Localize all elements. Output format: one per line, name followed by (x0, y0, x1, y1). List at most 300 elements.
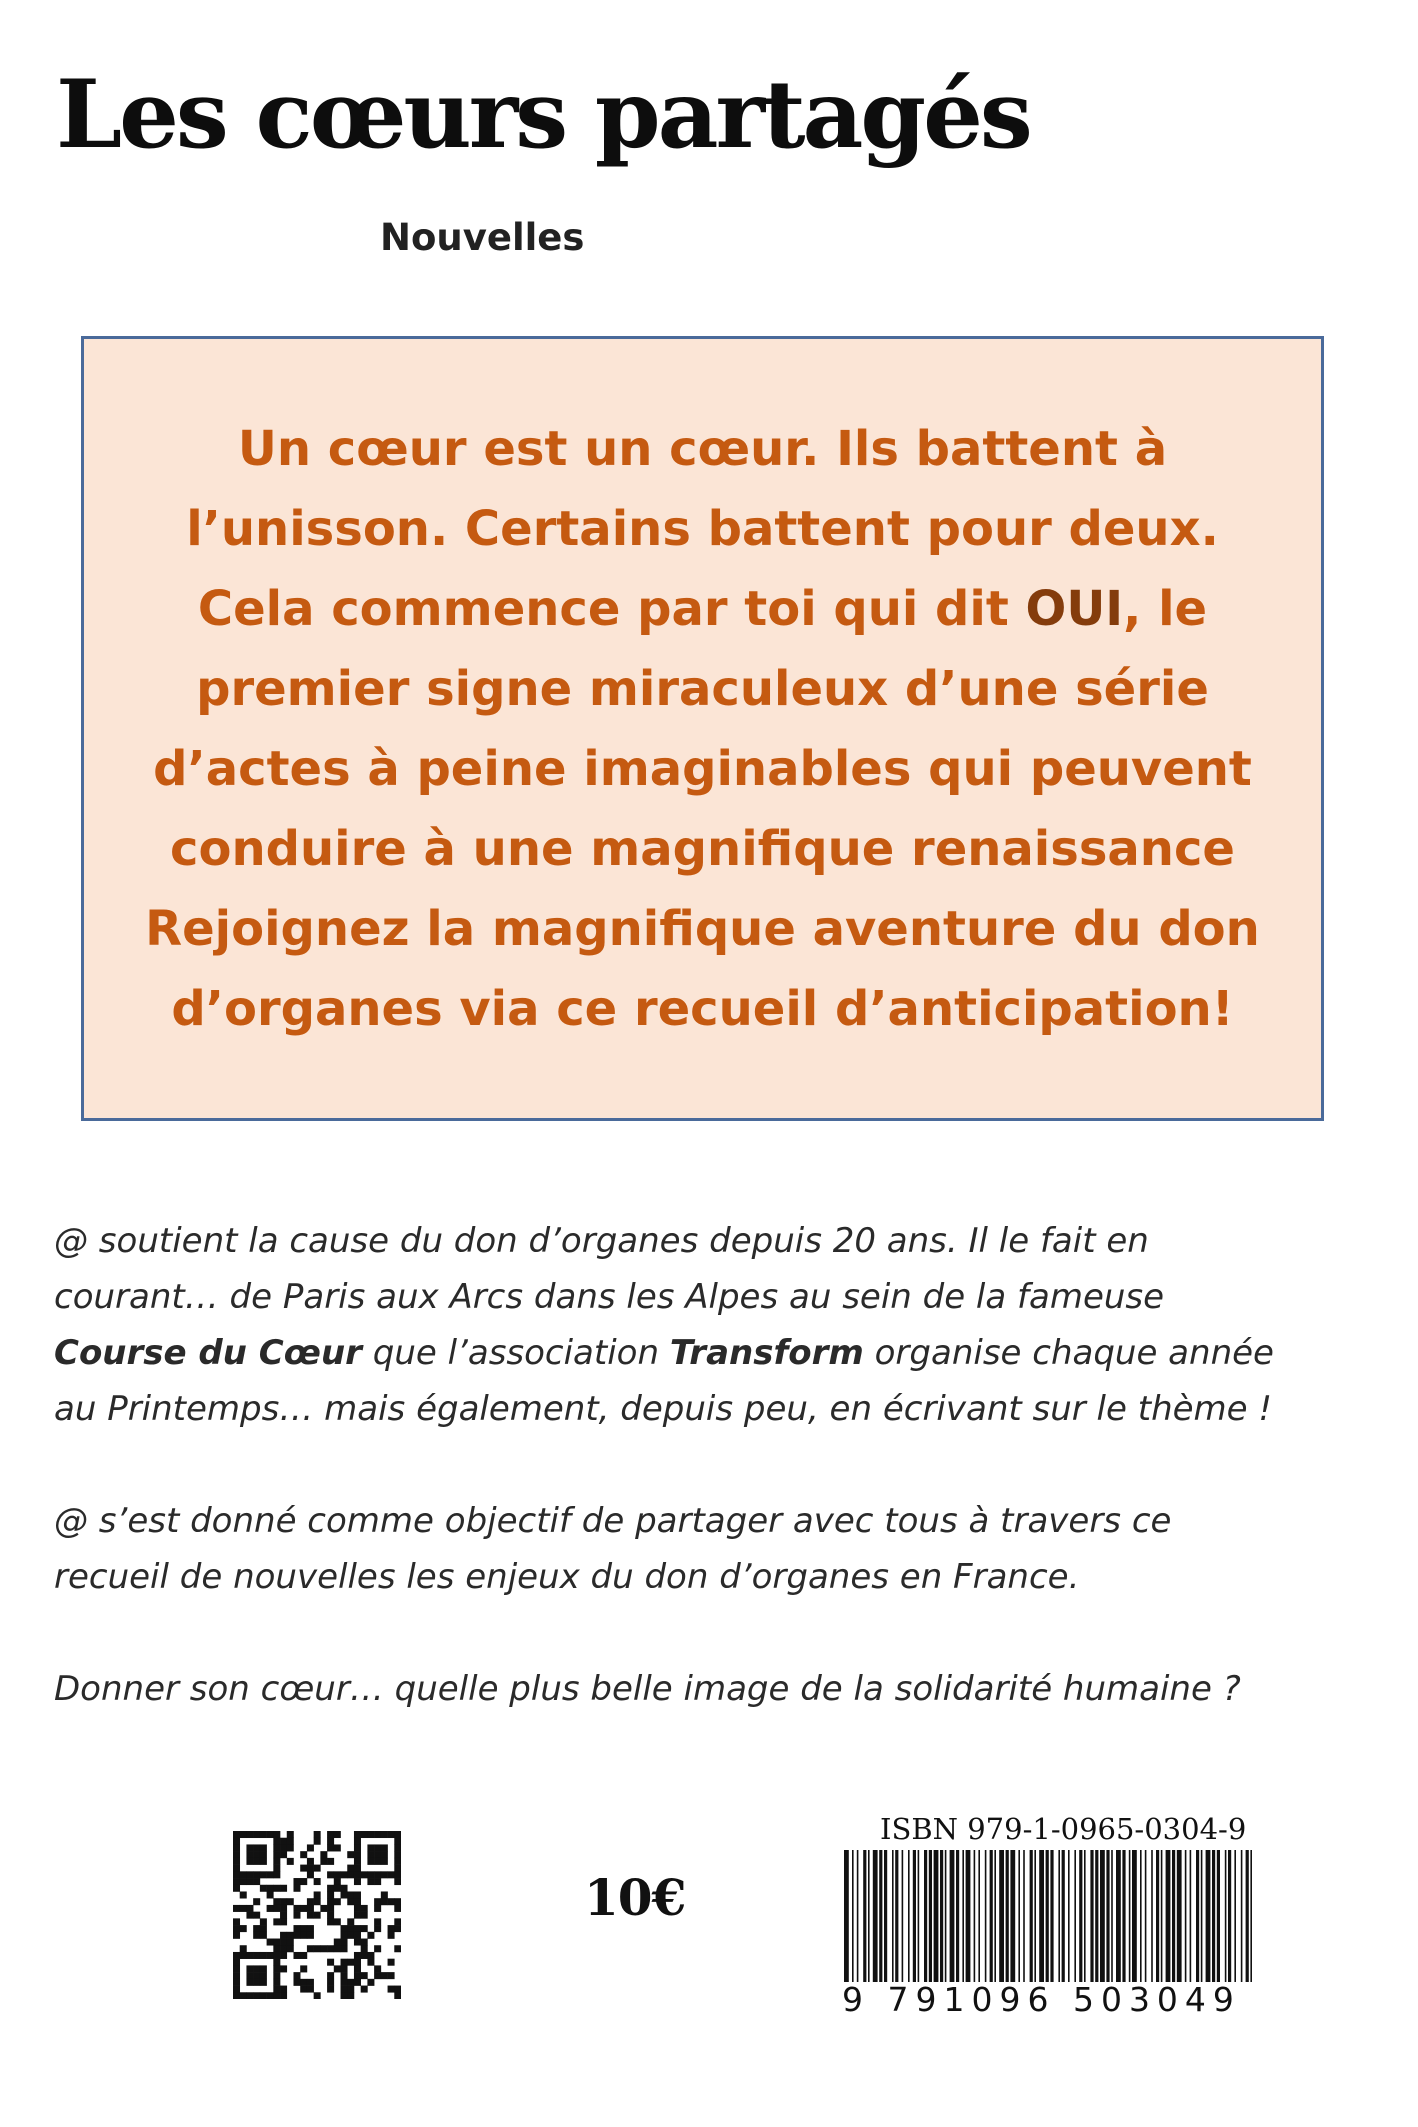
qr-module (280, 1844, 287, 1851)
qr-module (354, 1972, 361, 1979)
qr-module (394, 1905, 401, 1912)
barcode-bar (934, 1850, 939, 1982)
quote-line: conduire à une magnifique renaissance (170, 820, 1235, 877)
barcode-bar (863, 1850, 866, 1982)
qr-module (374, 1905, 381, 1912)
qr-module (246, 1972, 253, 1979)
qr-module (314, 1992, 321, 1999)
qr-module (280, 1945, 287, 1952)
qr-module (293, 1932, 300, 1939)
qr-module (240, 1952, 247, 1959)
qr-module (367, 1858, 374, 1865)
barcode-bar (868, 1850, 870, 1982)
qr-module (253, 1932, 260, 1939)
barcode-bar (844, 1850, 849, 1982)
barcode-bar (1172, 1850, 1175, 1982)
qr-module (233, 1858, 240, 1865)
qr-module (307, 1945, 314, 1952)
qr-module (327, 1858, 334, 1865)
qr-module (233, 1878, 240, 1885)
qr-module (361, 1871, 368, 1878)
qr-code-icon[interactable] (233, 1831, 401, 1999)
qr-module (253, 1878, 260, 1885)
qr-module (354, 1851, 361, 1858)
qr-module (334, 1945, 341, 1952)
qr-module (347, 1959, 354, 1966)
qr-module (381, 1898, 388, 1905)
qr-module (354, 1844, 361, 1851)
qr-module (273, 1865, 280, 1872)
qr-module (347, 1891, 354, 1898)
qr-module (394, 1844, 401, 1851)
qr-module (273, 1844, 280, 1851)
qr-module (388, 1871, 395, 1878)
barcode-bar (1106, 1850, 1109, 1982)
qr-module (273, 1952, 280, 1959)
qr-module (374, 1965, 381, 1972)
qr-module (367, 1878, 374, 1885)
barcode-bar (966, 1850, 971, 1982)
qr-module (307, 1925, 314, 1932)
qr-module (307, 1844, 314, 1851)
oui-emphasis: OUI (1025, 580, 1124, 637)
barcode-bar (974, 1850, 976, 1982)
barcode-bar (1084, 1850, 1086, 1982)
qr-module (361, 1972, 368, 1979)
qr-module (327, 1831, 334, 1838)
qr-module (233, 1918, 240, 1925)
qr-module (267, 1885, 274, 1892)
qr-module (347, 1918, 354, 1925)
qr-module (327, 1838, 334, 1845)
qr-module (341, 1885, 348, 1892)
qr-module (293, 1885, 300, 1892)
qr-module (347, 1986, 354, 1993)
qr-module (367, 1831, 374, 1838)
qr-module (240, 1905, 247, 1912)
qr-module (233, 1986, 240, 1993)
qr-module (287, 1838, 294, 1845)
isbn-label: ISBN 979-1-0965-0304-9 (880, 1812, 1247, 1846)
qr-module (347, 1925, 354, 1932)
qr-module (233, 1925, 240, 1932)
qr-module (347, 1871, 354, 1878)
qr-module (300, 1965, 307, 1972)
qr-module (314, 1865, 321, 1872)
qr-module (354, 1959, 361, 1966)
qr-module (394, 1831, 401, 1838)
qr-module (341, 1959, 348, 1966)
qr-module (307, 1905, 314, 1912)
qr-module (347, 1979, 354, 1986)
qr-module (388, 1831, 395, 1838)
qr-module (327, 1912, 334, 1919)
qr-module (253, 1844, 260, 1851)
qr-module (293, 1952, 300, 1959)
qr-module (361, 1905, 368, 1912)
qr-module (293, 1925, 300, 1932)
qr-module (341, 1972, 348, 1979)
qr-module (347, 1865, 354, 1872)
qr-module (341, 1925, 348, 1932)
qr-module (233, 1965, 240, 1972)
qr-module (240, 1992, 247, 1999)
barcode-bar (1161, 1850, 1163, 1982)
qr-module (381, 1851, 388, 1858)
qr-module (293, 1972, 300, 1979)
qr-module (246, 1851, 253, 1858)
qr-module (327, 1945, 334, 1952)
qr-module (280, 1965, 287, 1972)
qr-module (246, 1844, 253, 1851)
qr-module (394, 1918, 401, 1925)
qr-module (374, 1898, 381, 1905)
qr-module (314, 1898, 321, 1905)
barcode-bar (990, 1850, 993, 1982)
barcode-bar (1062, 1850, 1065, 1982)
qr-module (280, 1898, 287, 1905)
qr-module (246, 1858, 253, 1865)
qr-module (246, 1912, 253, 1919)
qr-module (394, 1871, 401, 1878)
qr-module (361, 1986, 368, 1993)
paragraph-segment: organise chaque année (863, 1333, 1274, 1373)
qr-module (347, 1932, 354, 1939)
qr-module (246, 1878, 253, 1885)
qr-module (307, 1865, 314, 1872)
qr-module (300, 1851, 307, 1858)
qr-module (341, 1891, 348, 1898)
barcode-bar (1201, 1850, 1203, 1982)
qr-module (367, 1932, 374, 1939)
qr-module (280, 1939, 287, 1946)
qr-module (354, 1838, 361, 1845)
objective-paragraph (54, 1493, 1171, 1605)
qr-module (267, 1891, 274, 1898)
qr-module (354, 1891, 361, 1898)
qr-module (233, 1851, 240, 1858)
barcode-bar (1234, 1850, 1236, 1982)
qr-module (327, 1844, 334, 1851)
qr-module (253, 1858, 260, 1865)
qr-module (367, 1979, 374, 1986)
qr-module (394, 1986, 401, 1993)
qr-module (327, 1979, 334, 1986)
qr-module (300, 1952, 307, 1959)
qr-module (233, 1885, 240, 1892)
qr-module (273, 1992, 280, 1999)
qr-module (260, 1952, 267, 1959)
barcode-bar (1225, 1850, 1227, 1982)
quote-text (103, 409, 1303, 1049)
book-genre: Nouvelles (380, 216, 585, 259)
qr-module (374, 1918, 381, 1925)
barcode (842, 1812, 1256, 2026)
qr-module (260, 1972, 267, 1979)
quote-line: d’organes via ce recueil d’anticipation! (171, 980, 1234, 1037)
qr-module (253, 1898, 260, 1905)
qr-module (394, 1878, 401, 1885)
qr-module (253, 1831, 260, 1838)
qr-module (354, 1858, 361, 1865)
qr-module (233, 1844, 240, 1851)
qr-module (361, 1831, 368, 1838)
barcode-digits: 9 791096 503049 (842, 1980, 1241, 2019)
qr-module (327, 1918, 334, 1925)
qr-module (287, 1831, 294, 1838)
barcode-bar (1196, 1850, 1199, 1982)
quote-line: premier signe miraculeux d’une série (196, 660, 1209, 717)
qr-module (320, 1945, 327, 1952)
author-paragraph (54, 1213, 1274, 1437)
qr-module (367, 1844, 374, 1851)
qr-module (374, 1925, 381, 1932)
qr-module (267, 1871, 274, 1878)
qr-module (273, 1885, 280, 1892)
barcode-bar (1039, 1850, 1044, 1982)
qr-module (300, 1878, 307, 1885)
qr-module (260, 1831, 267, 1838)
qr-module (287, 1939, 294, 1946)
barcode-bar (1132, 1850, 1137, 1982)
qr-module (374, 1878, 381, 1885)
closing-line (54, 1661, 1241, 1717)
qr-module (280, 1992, 287, 1999)
qr-module (240, 1878, 247, 1885)
qr-module (347, 1898, 354, 1905)
qr-module (246, 1871, 253, 1878)
qr-module (246, 1905, 253, 1912)
barcode-bar (1079, 1850, 1082, 1982)
qr-module (253, 1912, 260, 1919)
qr-module (314, 1831, 321, 1838)
barcode-bar (929, 1850, 932, 1982)
qr-module (394, 1838, 401, 1845)
paragraph-line: Donner son cœur… quelle plus belle image de la solidarité humaine ? (54, 1669, 1241, 1709)
qr-module (260, 1979, 267, 1986)
qr-module (388, 1898, 395, 1905)
qr-module (273, 1838, 280, 1845)
qr-module (233, 1838, 240, 1845)
barcode-bar (994, 1850, 996, 1982)
qr-module (307, 1979, 314, 1986)
qr-module (347, 1992, 354, 1999)
qr-module (314, 1945, 321, 1952)
qr-module (374, 1851, 381, 1858)
barcode-bar (1206, 1850, 1211, 1982)
qr-module (361, 1925, 368, 1932)
barcode-bar (1116, 1850, 1121, 1982)
qr-module (361, 1945, 368, 1952)
qr-module (273, 1918, 280, 1925)
qr-module (374, 1972, 381, 1979)
qr-module (300, 1986, 307, 1993)
qr-module (253, 1972, 260, 1979)
barcode-bar (1046, 1850, 1049, 1982)
barcode-bar (1095, 1850, 1098, 1982)
qr-module (341, 1871, 348, 1878)
barcode-bar (940, 1850, 943, 1982)
barcode-icon (842, 1850, 1256, 1986)
barcode-bar (1156, 1850, 1159, 1982)
qr-module (374, 1831, 381, 1838)
qr-module (367, 1952, 374, 1959)
barcode-bar (884, 1850, 887, 1982)
qr-module (314, 1838, 321, 1845)
qr-module (260, 1992, 267, 1999)
qr-module (246, 1979, 253, 1986)
qr-module (320, 1905, 327, 1912)
barcode-bar (1250, 1850, 1252, 1982)
qr-module (233, 1979, 240, 1986)
barcode-bar (945, 1850, 947, 1982)
qr-module (253, 1925, 260, 1932)
qr-module (327, 1898, 334, 1905)
barcode-bar (895, 1850, 898, 1982)
qr-module (233, 1952, 240, 1959)
qr-module (381, 1972, 388, 1979)
barcode-bar (1030, 1850, 1033, 1982)
barcode-bar (1228, 1850, 1231, 1982)
qr-module (307, 1932, 314, 1939)
qr-module (260, 1925, 267, 1932)
qr-module (341, 1932, 348, 1939)
qr-module (327, 1905, 334, 1912)
qr-module (233, 1992, 240, 1999)
qr-module (293, 1905, 300, 1912)
qr-module (314, 1912, 321, 1919)
qr-module (327, 1885, 334, 1892)
qr-module (300, 1865, 307, 1872)
qr-module (354, 1898, 361, 1905)
qr-module (273, 1979, 280, 1986)
qr-module (354, 1952, 361, 1959)
qr-module (307, 1871, 314, 1878)
qr-module (287, 1945, 294, 1952)
qr-module (327, 1972, 334, 1979)
qr-module (320, 1851, 327, 1858)
qr-module (246, 1965, 253, 1972)
qr-module (307, 1898, 314, 1905)
qr-module (273, 1871, 280, 1878)
quote-line: Un cœur est un cœur. Ils battent à (237, 420, 1168, 477)
qr-module (367, 1959, 374, 1966)
qr-module (354, 1878, 361, 1885)
qr-module (327, 1959, 334, 1966)
qr-module (388, 1959, 395, 1966)
barcode-bar (1111, 1850, 1113, 1982)
qr-module (287, 1844, 294, 1851)
barcode-bar (1074, 1850, 1076, 1982)
qr-module (267, 1992, 274, 1999)
qr-module (334, 1939, 341, 1946)
qr-module (388, 1932, 395, 1939)
qr-module (233, 1831, 240, 1838)
barcode-bar (892, 1850, 894, 1982)
qr-module (280, 1885, 287, 1892)
qr-module (233, 1932, 240, 1939)
qr-module (354, 1871, 361, 1878)
qr-module (394, 1865, 401, 1872)
qr-module (293, 1912, 300, 1919)
qr-module (374, 1858, 381, 1865)
qr-module (394, 1992, 401, 1999)
qr-module (233, 1972, 240, 1979)
barcode-bar (918, 1850, 920, 1982)
barcode-bar (1122, 1850, 1125, 1982)
qr-module (334, 1878, 341, 1885)
qr-module (267, 1905, 274, 1912)
qr-module (314, 1878, 321, 1885)
barcode-bar (873, 1850, 878, 1982)
qr-module (354, 1965, 361, 1972)
barcode-bar (1241, 1850, 1243, 1982)
qr-module (394, 1858, 401, 1865)
qr-module (267, 1952, 274, 1959)
qr-module (253, 1851, 260, 1858)
qr-module (280, 1932, 287, 1939)
qr-module (381, 1831, 388, 1838)
qr-module (233, 1905, 240, 1912)
qr-module (260, 1932, 267, 1939)
qr-module (367, 1851, 374, 1858)
qr-module (246, 1831, 253, 1838)
qr-module (354, 1939, 361, 1946)
barcode-bar (924, 1850, 927, 1982)
barcode-bar (1129, 1850, 1131, 1982)
qr-module (307, 1912, 314, 1919)
barcode-bar (1006, 1850, 1009, 1982)
qr-module (287, 1858, 294, 1865)
barcode-bar (902, 1850, 904, 1982)
quote-segment: , le (1123, 580, 1208, 637)
qr-module (307, 1858, 314, 1865)
barcode-bar (1145, 1850, 1147, 1982)
qr-module (260, 1858, 267, 1865)
qr-module (280, 1918, 287, 1925)
qr-module (347, 1851, 354, 1858)
barcode-bar (985, 1850, 987, 1982)
qr-module (361, 1912, 368, 1919)
qr-module (327, 1891, 334, 1898)
qr-module (334, 1871, 341, 1878)
qr-module (341, 1939, 348, 1946)
qr-module (327, 1871, 334, 1878)
barcode-bar (879, 1850, 882, 1982)
qr-module (260, 1885, 267, 1892)
paragraph-line: @ soutient la cause du don d’organes depuis 20 ans. Il le fait en (54, 1221, 1149, 1261)
qr-module (314, 1891, 321, 1898)
qr-module (253, 1992, 260, 1999)
association-name: Transform (669, 1333, 864, 1373)
qr-module (388, 1972, 395, 1979)
qr-module (233, 1865, 240, 1872)
quote-box (81, 336, 1324, 1121)
qr-module (354, 1925, 361, 1932)
qr-module (253, 1871, 260, 1878)
qr-module (354, 1905, 361, 1912)
paragraph-line: courant… de Paris aux Arcs dans les Alpes au sein de la fameuse (54, 1277, 1165, 1317)
qr-module (334, 1898, 341, 1905)
qr-module (334, 1831, 341, 1838)
qr-module (240, 1891, 247, 1898)
qr-module (300, 1905, 307, 1912)
qr-module (273, 1898, 280, 1905)
qr-module (300, 1932, 307, 1939)
paragraph-line: au Printemps… mais également, depuis peu, en écrivant sur le thème ! (54, 1389, 1273, 1429)
qr-module (273, 1945, 280, 1952)
qr-module (253, 1965, 260, 1972)
